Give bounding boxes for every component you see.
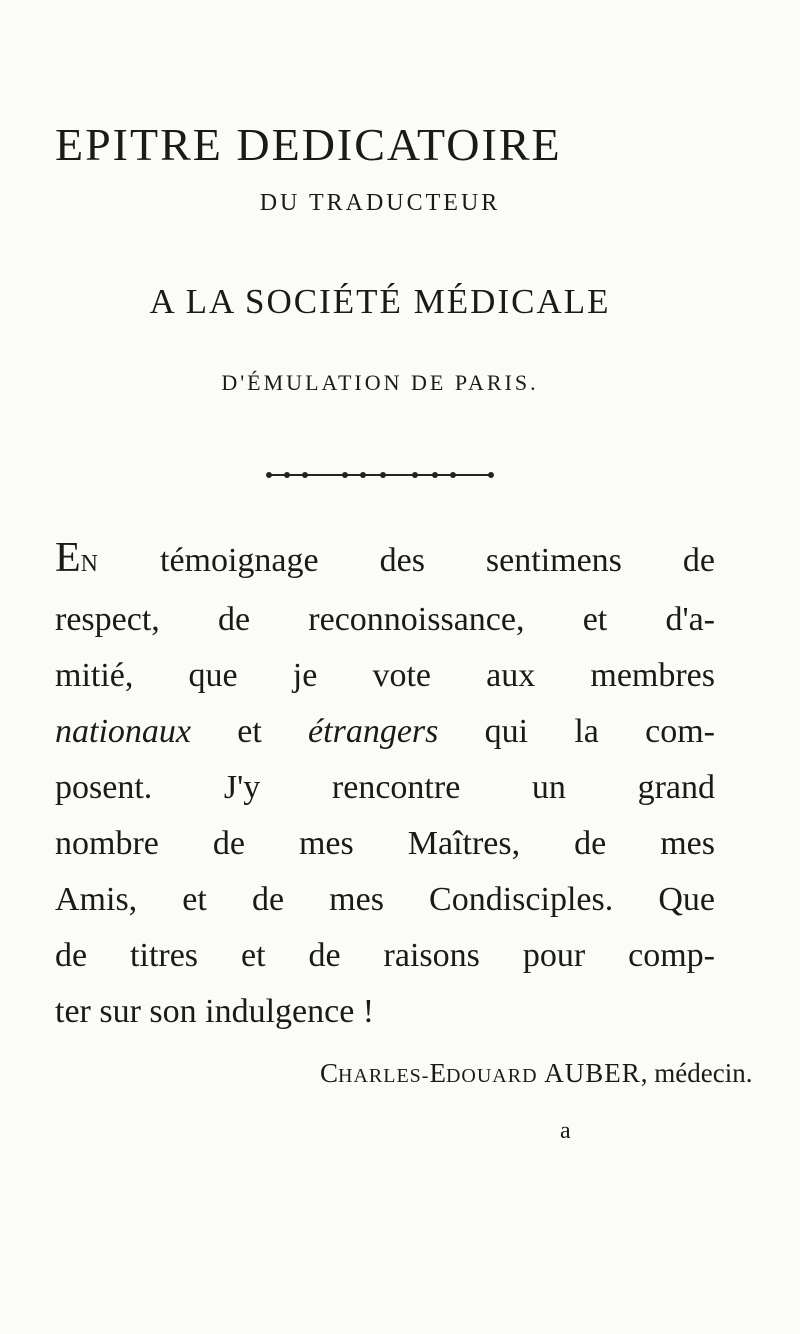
society-heading: A LA SOCIÉTÉ MÉDICALE bbox=[149, 282, 611, 321]
signature-small-caps: DOUARD bbox=[445, 1065, 538, 1087]
text-line bbox=[55, 530, 715, 592]
italic-word: nationaux bbox=[55, 713, 191, 750]
text-line: ter sur son indulgence ! bbox=[55, 993, 375, 1030]
text-line bbox=[55, 704, 715, 760]
dedication-title: EPITRE DEDICATOIRE bbox=[55, 119, 562, 170]
text-line: nombre de mes Maîtres, de mes bbox=[55, 825, 715, 862]
small-caps-letter: N bbox=[80, 551, 99, 577]
text-line: posent. J'y rencontre un grand bbox=[55, 769, 715, 806]
ornament-rule bbox=[265, 468, 495, 482]
text-line: mitié, que je vote aux membres bbox=[55, 657, 715, 694]
line-text: qui la com- bbox=[438, 713, 715, 750]
text-line: Amis, et de mes Condisciples. Que bbox=[55, 881, 715, 918]
italic-word: étrangers bbox=[308, 713, 439, 750]
line-text: témoignage des sentimens de bbox=[99, 542, 715, 579]
signature-surname: AUBER bbox=[544, 1058, 641, 1088]
translator-heading: DU TRADUCTEUR bbox=[259, 190, 501, 216]
signature-initial: C bbox=[320, 1058, 339, 1088]
signature-initial: E bbox=[429, 1058, 446, 1088]
line-text: et bbox=[190, 713, 309, 750]
text-line: respect, de reconnoissance, et d'a- bbox=[55, 601, 715, 638]
signature-small-caps: HARLES- bbox=[338, 1065, 430, 1087]
signature-mark: a bbox=[560, 1118, 571, 1144]
society-subheading: D'ÉMULATION DE PARIS. bbox=[221, 370, 539, 395]
dedication-paragraph bbox=[55, 530, 715, 1040]
signature-title: , médecin. bbox=[640, 1058, 753, 1088]
text-line: de titres et de raisons pour comp- bbox=[55, 937, 715, 974]
initial-letter: E bbox=[55, 535, 81, 581]
signature bbox=[320, 1058, 753, 1089]
